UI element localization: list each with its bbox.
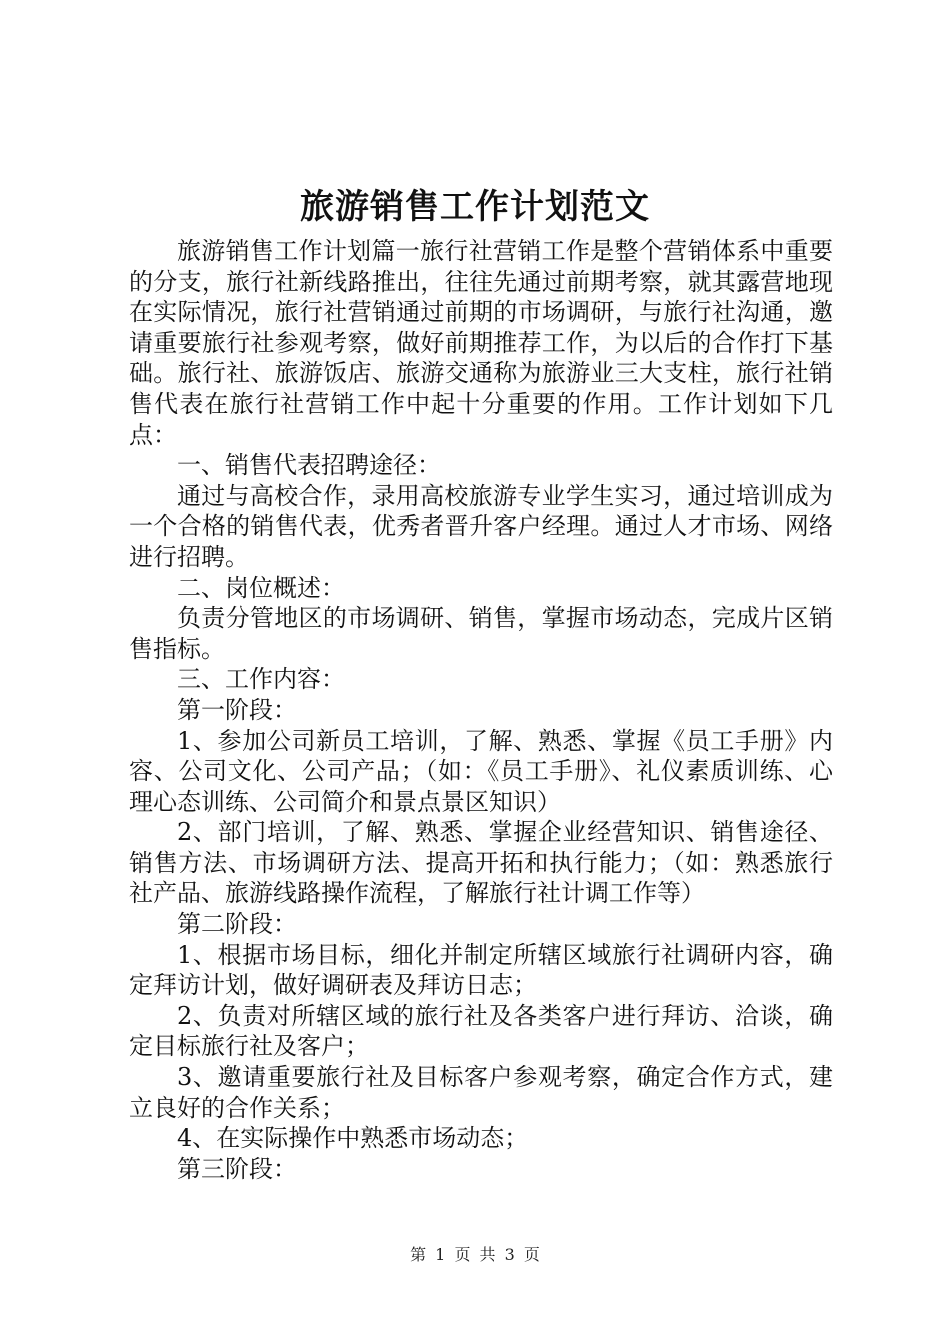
list-item: 1、根据市场目标，细化并制定所辖区域旅行社调研内容，确定拜访计划，做好调研表及拜访日志； <box>129 940 833 1000</box>
paragraph-position-overview: 负责分管地区的市场调研、销售，掌握市场动态，完成片区销售指标。 <box>129 604 833 663</box>
list-item: 3、邀请重要旅行社及目标客户参观考察，确定合作方式，建立良好的合作关系； <box>129 1063 833 1122</box>
heading-work-content: 三、工作内容： <box>177 665 345 694</box>
list-item: 4、在实际操作中熟悉市场动态； <box>177 1124 529 1153</box>
page-number-footer: 第 1 页 共 3 页 <box>410 1245 540 1264</box>
document-title: 旅游销售工作计划范文 <box>300 187 650 227</box>
list-item: 2、部门培训，了解、熟悉、掌握企业经营知识、销售途径、销售方法、市场调研方法、提高开拓和执行能力；（如：熟悉旅行社产品、旅游线路操作流程，了解旅行社计调工作等） <box>129 818 833 908</box>
heading-stage-three: 第三阶段： <box>177 1154 297 1183</box>
heading-stage-one: 第一阶段： <box>177 695 297 724</box>
heading-position-overview: 二、岗位概述： <box>177 573 345 602</box>
document-body <box>129 236 833 1184</box>
paragraph-intro: 旅游销售工作计划篇一旅行社营销工作是整个营销体系中重要的分支，旅行社新线路推出，往往先通过前期考察，就其露营地现在实际情况，旅行社营销通过前期的市场调研，与旅行社沟通，邀请重要旅行社参观考察，做好前期推荐工作，为以后的合作打下基础。旅行社、旅游饭店、旅游交通称为旅游业三大支柱，旅行社销售代表在旅行社营销工作中起十分重要的作用。工作计划如下几点： <box>129 237 833 449</box>
list-item: 2、负责对所辖区域的旅行社及各类客户进行拜访、洽谈，确定目标旅行社及客户； <box>129 1001 833 1061</box>
heading-stage-two: 第二阶段： <box>177 910 297 939</box>
paragraph-recruitment: 通过与高校合作，录用高校旅游专业学生实习，通过培训成为一个合格的销售代表，优秀者晋升客户经理。通过人才市场、网络进行招聘。 <box>129 481 833 571</box>
list-item: 1、参加公司新员工培训，了解、熟悉、掌握《员工手册》内容、公司文化、公司产品；（如：《员工手册》、礼仪素质训练、心理心态训练、公司简介和景点景区知识） <box>129 726 833 816</box>
heading-recruitment: 一、销售代表招聘途径： <box>177 451 441 480</box>
